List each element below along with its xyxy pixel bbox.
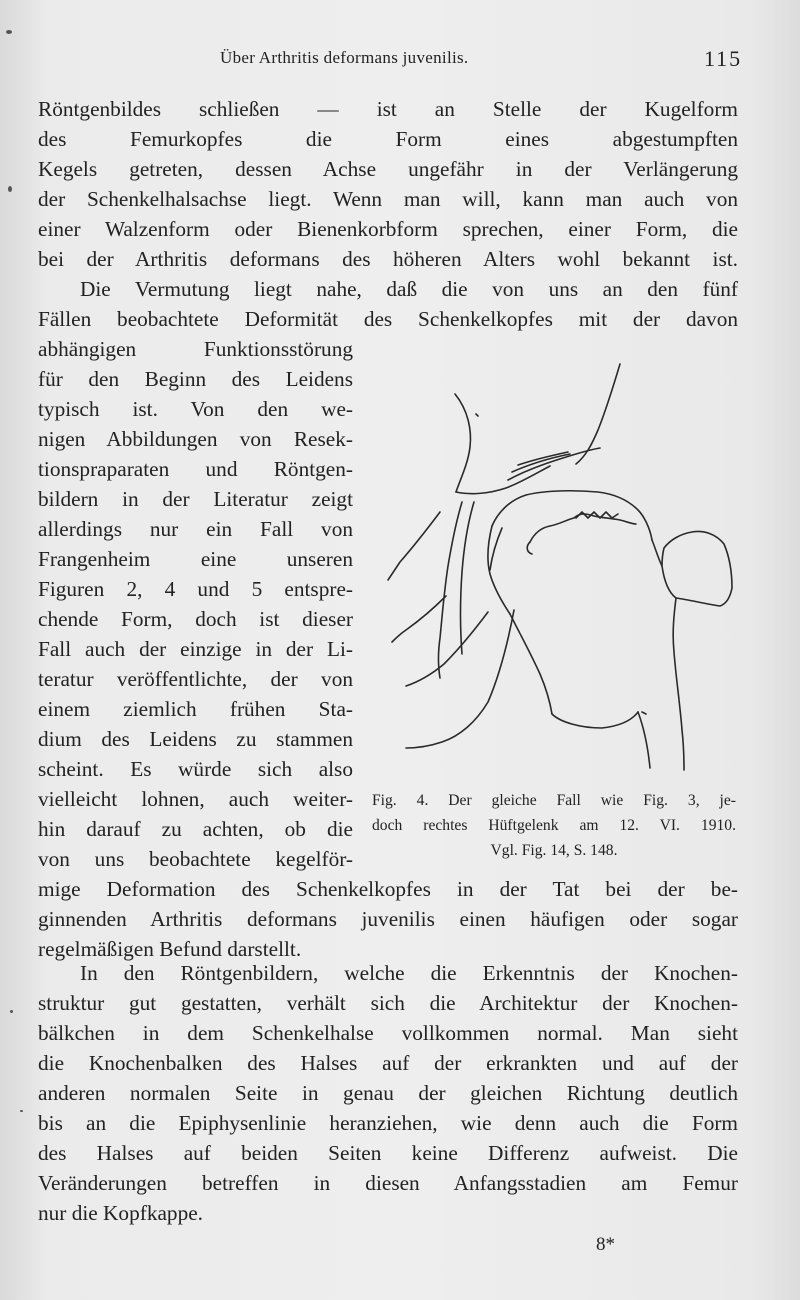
- text-line: teratur veröffentlichte, der von: [38, 667, 353, 691]
- paragraph-1: [38, 94, 738, 274]
- text-line: bildern in der Literatur zeigt: [38, 487, 353, 511]
- femur-shaft-right: [673, 598, 684, 770]
- running-head: [0, 48, 800, 72]
- hip-joint-sketch: [380, 352, 740, 782]
- pelvis-line-c: [388, 512, 440, 580]
- greater-trochanter: [662, 532, 732, 607]
- figure-4-hip-joint-drawing: [380, 352, 740, 782]
- pelvis-line-e: [406, 612, 488, 686]
- text-line: Figuren 2, 4 und 5 entspre-: [38, 577, 353, 601]
- text-line: des Halses auf beiden Seiten keine Differenz aufweist. Die: [38, 1141, 738, 1165]
- text-line: scheint. Es würde sich also: [38, 757, 353, 781]
- text-line: In den Röntgenbildern, welche die Erkenntnis der Knochen-: [80, 961, 738, 985]
- text-line: des Femurkopfes die Form eines abgestumpften: [38, 127, 738, 151]
- caption-line: Fig. 4. Der gleiche Fall wie Fig. 3, je-: [372, 792, 736, 809]
- femur-shaft-left: [510, 614, 552, 714]
- trochanter-minor: [552, 712, 638, 728]
- text-line: regelmäßigen Befund darstellt.: [38, 937, 302, 961]
- text-line: Fällen beobachtete Deformität des Schenkelkopfes mit der davon: [38, 307, 738, 331]
- text-line: mige Deformation des Schenkelkopfes in der Tat bei der be-: [38, 877, 738, 901]
- text-line: nur die Kopfkappe.: [38, 1201, 203, 1225]
- text-line: struktur gut gestatten, verhält sich die Architektur der Knochen-: [38, 991, 738, 1015]
- pelvis-line-d: [392, 596, 446, 642]
- text-line: anderen normalen Seite in genau der gleichen Richtung deutlich: [38, 1081, 738, 1105]
- text-line: vielleicht lohnen, auch weiter-: [38, 787, 353, 811]
- text-line: bis an die Epiphysenlinie heranziehen, wie denn auch die Form: [38, 1111, 738, 1135]
- text-line: tionspraparaten und Röntgen-: [38, 457, 353, 481]
- acetabulum-curve: [455, 394, 470, 492]
- text-line: von uns beobachtete kegelför-: [38, 847, 353, 871]
- text-line: einem ziemlich frühen Sta-: [38, 697, 353, 721]
- mark-small: [476, 414, 478, 416]
- text-line: bälkchen in dem Schenkelhalse vollkommen normal. Man sieht: [38, 1021, 738, 1045]
- running-title: Über Arthritis deformans juvenilis.: [220, 48, 469, 67]
- mark-small-2: [642, 712, 646, 714]
- text-line: typisch ist. Von den we-: [38, 397, 353, 421]
- text-line: für den Beginn des Leidens: [38, 367, 353, 391]
- text-line: ginnenden Arthritis deformans juvenilis einen häufigen oder sogar: [38, 907, 738, 931]
- text-line: dium des Leidens zu stammen: [38, 727, 353, 751]
- text-line: allerdings nur ein Fall von: [38, 517, 353, 541]
- scan-speck: [10, 1010, 13, 1013]
- text-line: hin darauf zu achten, ob die: [38, 817, 353, 841]
- roof-line-2: [512, 454, 570, 472]
- text-line: einer Walzenform oder Bienenkorbform sprechen, einer Form, die: [38, 217, 738, 241]
- acetabulum-rim: [456, 466, 550, 494]
- scan-speck: [6, 30, 12, 34]
- growth-plate-curl: [527, 542, 532, 554]
- text-line: die Knochenbalken des Halses auf der erkrankten und auf der: [38, 1051, 738, 1075]
- femur-upper: [488, 526, 510, 614]
- epiphysis-line: [530, 514, 636, 542]
- signature-mark: 8*: [596, 1234, 615, 1255]
- text-line: der Schenkelhalsachse liegt. Wenn man will, kann man auch von: [38, 187, 738, 211]
- pelvis-line-g: [490, 528, 502, 570]
- text-line: Die Vermutung liegt nahe, daß die von uns an den fünf: [80, 277, 738, 301]
- text-line: Fall auch der einzige in der Li-: [38, 637, 353, 661]
- scan-speck: [8, 186, 12, 192]
- scan-speck: [20, 1110, 23, 1112]
- pelvis-line-b: [461, 502, 475, 654]
- text-line: Frangenheim eine unseren: [38, 547, 353, 571]
- text-line: Kegels getreten, dessen Achse ungefähr in der Verlängerung: [38, 157, 738, 181]
- caption-line: doch rechtes Hüftgelenk am 12. VI. 1910.: [372, 817, 736, 834]
- shaft-inner: [638, 712, 650, 768]
- figure-caption: [372, 788, 736, 863]
- text-line: Veränderungen betreffen in diesen Anfangsstadien am Femur: [38, 1171, 738, 1195]
- page-number: 115: [704, 46, 743, 71]
- text-line: Röntgenbildes schließen — ist an Stelle der Kugelform: [38, 97, 738, 121]
- text-line: nigen Abbildungen von Resek-: [38, 427, 353, 451]
- pelvis-line-a: [439, 502, 463, 678]
- femur-lateral: [652, 540, 662, 566]
- paragraph-3: [38, 958, 738, 1228]
- femoral-head-cap: [492, 491, 652, 540]
- caption-line: Vgl. Fig. 14, S. 148.: [490, 842, 618, 859]
- text-line: chende Form, doch ist dieser: [38, 607, 353, 631]
- text-line: abhängigen Funktionsstörung: [38, 337, 353, 361]
- text-line: bei der Arthritis deformans des höheren Alters wohl bekannt ist.: [38, 247, 738, 271]
